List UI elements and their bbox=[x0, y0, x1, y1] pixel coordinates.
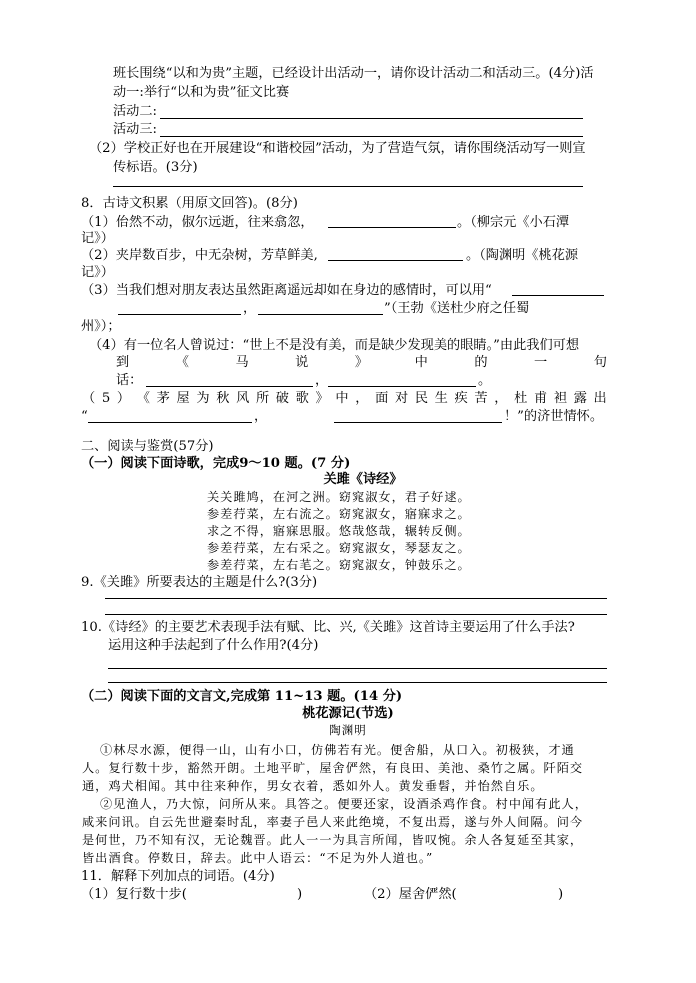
q8-3-answer-line-c[interactable] bbox=[258, 314, 383, 315]
q9-answer-line-2[interactable] bbox=[105, 614, 607, 615]
q11-2-text: （2）屋舍俨然( bbox=[364, 887, 457, 902]
char: 中 bbox=[335, 391, 349, 406]
q10-line-1: 10.《诗经》的主要艺术表现手法有赋、比、兴,《关雎》这首诗主要运用了什么手法? bbox=[81, 620, 575, 635]
q8-title: 8．古诗文积累（用原文回答)。(8分) bbox=[81, 196, 298, 211]
q8-4-comma: ， bbox=[315, 373, 329, 388]
q8-5-answer-line-b[interactable] bbox=[334, 422, 502, 423]
q8-4-answer-line-a[interactable] bbox=[146, 386, 313, 387]
char: 出 bbox=[593, 391, 607, 406]
poem-line: 参差荇菜，左右芼之。窈窕淑女，钟鼓乐之。 bbox=[207, 558, 471, 572]
q8-2-source: 。（陶渊明《桃花源 bbox=[466, 248, 579, 263]
q8-5-answer-line-a[interactable] bbox=[88, 422, 252, 423]
part-1-heading: （一）阅读下面诗歌，完成9～10 题。(7 分) bbox=[81, 456, 351, 471]
poem-line: 求之不得，寤寐思服。悠哉悠哉，辗转反侧。 bbox=[207, 524, 471, 538]
prose-author: 陶渊明 bbox=[329, 723, 367, 737]
poem-line: 参差荇菜，左右流之。窈窕淑女，寤寐求之。 bbox=[207, 507, 471, 521]
char: 露 bbox=[573, 391, 587, 406]
char: 面 bbox=[375, 391, 389, 406]
poem-line: 参差荇菜，左右采之。窈窕淑女，琴瑟友之。 bbox=[207, 541, 471, 555]
char: 民 bbox=[414, 391, 428, 406]
q8-4-spaced-line bbox=[116, 356, 607, 369]
q8-5-end: ！”的济世情怀。 bbox=[504, 409, 604, 424]
char: 风 bbox=[236, 391, 250, 406]
q8-4-label: 话： bbox=[116, 373, 143, 388]
q7-part2-line-1: （2）学校正好也在开展建设“和谐校园”活动，为了营造气氛，请你围绕活动写一则宣 bbox=[89, 141, 586, 156]
char: 秋 bbox=[216, 391, 230, 406]
q10-answer-line-2[interactable] bbox=[108, 682, 607, 683]
prose-line: ②见渔人，乃大惊，问所从来。具答之。便要还家，设酒杀鸡作食。村中闻有此人， bbox=[100, 797, 588, 811]
char: 》 bbox=[354, 355, 369, 370]
slogan-answer-line[interactable] bbox=[113, 186, 583, 187]
activity-3-answer-line[interactable] bbox=[160, 136, 583, 137]
prose-title: 桃花源记(节选) bbox=[302, 706, 394, 721]
char: 苦 bbox=[474, 391, 488, 406]
char: 所 bbox=[255, 391, 270, 406]
q10-answer-line-1[interactable] bbox=[108, 668, 607, 669]
prose-line: 人。复行数十步，豁然开朗。土地平旷，屋舍俨然，有良田、美池、桑竹之属。阡陌交 bbox=[82, 761, 584, 775]
char: 茅 bbox=[156, 391, 170, 406]
q8-1-source-end: 记》） bbox=[81, 231, 114, 246]
q8-3-source: ”（王勃《送杜少府之任蜀 bbox=[384, 301, 530, 316]
q8-1-source: 。（柳宗元《小石潭 bbox=[457, 215, 570, 230]
q8-4-period: 。 bbox=[478, 373, 492, 388]
q8-2-answer-line[interactable] bbox=[328, 260, 463, 261]
char: ， bbox=[494, 391, 508, 406]
q8-3-comma: ， bbox=[243, 301, 257, 316]
char: 一 bbox=[534, 355, 548, 370]
q11-1-text: （1）复行数十步( bbox=[81, 887, 187, 902]
char: 屋 bbox=[176, 391, 190, 406]
q8-3-answer-line-a[interactable] bbox=[512, 295, 604, 296]
char: ， bbox=[355, 391, 369, 406]
poem-line: 关关雎鸠，在河之洲。窈窕淑女，君子好逑。 bbox=[207, 490, 471, 504]
q11-1-close: ) bbox=[297, 887, 303, 902]
char: 歌 bbox=[295, 391, 309, 406]
char: 甫 bbox=[533, 391, 548, 406]
char: 的 bbox=[474, 355, 488, 370]
char: 中 bbox=[414, 355, 428, 370]
char: 句 bbox=[593, 355, 607, 370]
char: 破 bbox=[275, 391, 289, 406]
char: 杜 bbox=[514, 391, 528, 406]
q8-1-text: （1）佁然不动，俶尔远逝，往来翕忽， bbox=[81, 215, 314, 230]
q7-part2-line-2: 传标语。(3分) bbox=[113, 160, 198, 175]
q11-text: 11．解释下列加点的词语。(4分) bbox=[81, 869, 275, 884]
q8-5-spaced-line bbox=[82, 392, 607, 405]
q8-4-text: （4）有一位名人曾说过：“世上不是没有美，而是缺少发现美的眼睛。”由此我们可想 bbox=[89, 338, 580, 353]
part-2-heading: （二）阅读下面的文言文,完成第 11~13 题。(14 分) bbox=[81, 689, 403, 704]
q8-2-text: （2）夹岸数百步，中无杂树，芳草鲜美, bbox=[81, 248, 318, 263]
q8-1-answer-line[interactable] bbox=[328, 227, 456, 228]
char: 马 bbox=[235, 355, 249, 370]
section-2-title: 二、阅读与鉴赏(57分) bbox=[81, 439, 214, 454]
q8-4-answer-line-b[interactable] bbox=[328, 386, 476, 387]
activity-2-answer-line[interactable] bbox=[160, 118, 583, 119]
prose-line: 皆出酒食。停数日，辞去。此中人语云：“不足为外人道也。” bbox=[82, 851, 434, 865]
char: 对 bbox=[394, 391, 409, 406]
q8-5-comma: ， bbox=[254, 409, 268, 424]
char: ） bbox=[116, 391, 131, 406]
char: 到 bbox=[116, 355, 130, 370]
q9-text: 9.《关雎》所要表达的主题是什么?(3分) bbox=[81, 575, 318, 590]
char: 袒 bbox=[553, 391, 568, 406]
activity-2-label: 活动二: bbox=[113, 104, 158, 119]
char: 为 bbox=[196, 391, 210, 406]
char: 生 bbox=[434, 391, 448, 406]
q8-3-source-end: 州》）； bbox=[81, 319, 121, 334]
prose-line: ①林尽水源，便得一山，山有小口，仿佛若有光。便舍船，从口入。初极狭，才通 bbox=[100, 743, 575, 757]
char: （ bbox=[82, 391, 96, 406]
q8-5-open-quote: “ bbox=[81, 409, 88, 424]
q10-line-2: 运用这种手法起到了什么作用?(4分) bbox=[108, 638, 319, 653]
char: 》 bbox=[315, 391, 329, 406]
char: 说 bbox=[295, 355, 309, 370]
char: 《 bbox=[175, 355, 189, 370]
char: 5 bbox=[101, 391, 111, 406]
q9-answer-line-1[interactable] bbox=[105, 598, 607, 599]
q8-2-source-end: 记》） bbox=[81, 265, 114, 280]
activity-3-label: 活动三: bbox=[113, 122, 158, 137]
q11-2-close: ) bbox=[558, 887, 564, 902]
q7-line-2: 动一:举行“以和为贵”征文比赛 bbox=[113, 85, 290, 100]
poem-title: 关雎《诗经》 bbox=[323, 472, 403, 487]
q7-line-1: 班长围绕“以和为贵”主题，已经设计出活动一，请你设计活动二和活动三。(4分)活 bbox=[113, 66, 594, 81]
q8-3-text: （3）当我们想对朋友表达虽然距离遥远却如在身边的感情时，可以用“ bbox=[81, 283, 492, 298]
q8-3-answer-line-b[interactable] bbox=[118, 314, 241, 315]
char: 《 bbox=[136, 391, 150, 406]
prose-line: 咸来问讯。自云先世避秦时乱，率妻子邑人来此绝境，不复出焉，遂与外人间隔。问今 bbox=[82, 815, 584, 829]
prose-line: 是何世，乃不知有汉，无论魏晋。此人一一为具言所闻，皆叹惋。余人各复延至其家， bbox=[82, 833, 584, 847]
char: 疾 bbox=[454, 391, 468, 406]
prose-line: 通，鸡犬相闻。其中往来种作，男女衣着，悉如外人。黄发垂髫，并怡然自乐。 bbox=[82, 779, 544, 793]
